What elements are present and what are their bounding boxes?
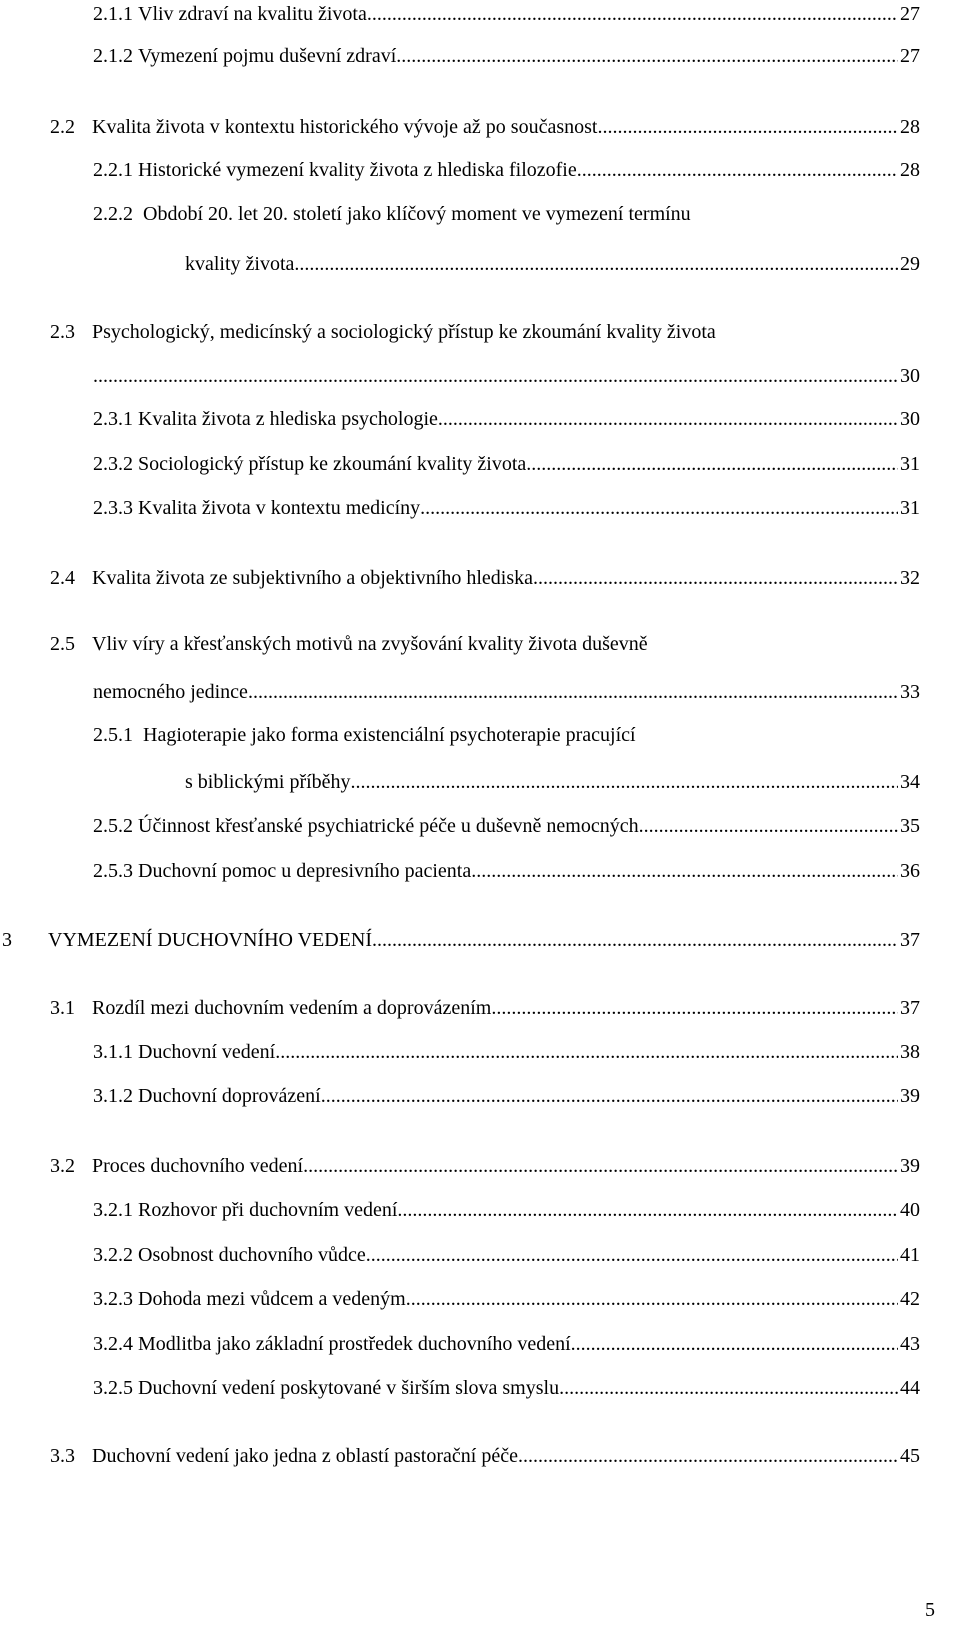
toc-entry-chapter[interactable] — [2, 928, 920, 952]
toc-page-number: 28 — [900, 159, 920, 181]
toc-page-number: 32 — [900, 567, 920, 589]
toc-entry[interactable] — [93, 1040, 920, 1064]
toc-entry[interactable] — [93, 1287, 920, 1311]
toc-page-number: 27 — [900, 3, 920, 25]
toc-page-number: 35 — [900, 815, 920, 837]
toc-title: Proces duchovního vedení — [92, 1155, 304, 1177]
toc-leader-dots — [571, 1332, 898, 1356]
toc-number: 3.3 — [50, 1445, 75, 1467]
toc-title-continuation: nemocného jedince — [93, 681, 248, 703]
toc-entry-first-line[interactable] — [93, 202, 691, 226]
toc-number: 3.1.1 — [93, 1041, 133, 1063]
toc-title: VYMEZENÍ DUCHOVNÍHO VEDENÍ — [48, 929, 373, 951]
toc-entry[interactable] — [93, 859, 920, 883]
toc-number: 2.3.2 — [93, 453, 133, 475]
toc-entry[interactable] — [185, 252, 920, 276]
toc-page-number: 40 — [900, 1199, 920, 1221]
toc-number: 3.2 — [50, 1155, 75, 1177]
toc-number: 3 — [2, 929, 12, 951]
toc-title: Účinnost křesťanské psychiatrické péče u duševně nemocných — [138, 815, 639, 837]
toc-title: Historické vymezení kvality života z hlediska filozofie — [138, 159, 577, 181]
toc-entry[interactable] — [93, 814, 920, 838]
toc-page-number: 45 — [900, 1445, 920, 1467]
toc-entry[interactable] — [93, 44, 920, 68]
toc-title: Rozhovor při duchovním vedení — [138, 1199, 398, 1221]
toc-title: Psychologický, medicínský a sociologický přístup ke zkoumání kvality života — [92, 321, 716, 343]
toc-title: Kvalita života z hlediska psychologie — [138, 408, 438, 430]
toc-page-number: 39 — [900, 1085, 920, 1107]
toc-entry-first-line[interactable] — [93, 723, 636, 747]
toc-title: Sociologický přístup ke zkoumání kvality života — [138, 453, 527, 475]
toc-entry[interactable] — [50, 1444, 920, 1468]
toc-title: Vliv víry a křesťanských motivů na zvyšování kvality života duševně — [92, 633, 648, 655]
toc-leader-dots — [420, 496, 898, 520]
toc-entry[interactable] — [93, 407, 920, 431]
toc-page-number: 29 — [900, 253, 920, 275]
toc-number: 3.2.2 — [93, 1244, 133, 1266]
toc-page-number: 31 — [900, 497, 920, 519]
toc-entry[interactable] — [93, 496, 920, 520]
toc-number: 3.2.3 — [93, 1288, 133, 1310]
toc-entry[interactable] — [50, 1154, 920, 1178]
toc-leader-dots — [533, 566, 898, 590]
toc-page-number: 37 — [900, 997, 920, 1019]
toc-entry[interactable] — [93, 680, 920, 704]
toc-page-number: 43 — [900, 1333, 920, 1355]
toc-title: Kvalita života ze subjektivního a objektivního hlediska — [92, 567, 534, 589]
toc-page-number: 30 — [900, 408, 920, 430]
toc-number: 2.3.3 — [93, 497, 133, 519]
toc-number: 2.2.2 — [93, 203, 133, 225]
toc-title: Hagioterapie jako forma existenciální psychoterapie pracující — [143, 724, 636, 746]
toc-leader-dots — [396, 44, 898, 68]
toc-title: Kvalita života v kontextu historického vývoje až po současnost — [92, 116, 598, 138]
toc-page-number: 30 — [900, 365, 920, 387]
toc-page-number: 31 — [900, 453, 920, 475]
toc-entry[interactable] — [93, 1332, 920, 1356]
toc-number: 2.3 — [50, 321, 75, 343]
toc-title: Dohoda mezi vůdcem a vedeným — [138, 1288, 406, 1310]
toc-leader-dots — [577, 158, 898, 182]
toc-title: Modlitba jako základní prostředek duchovního vedení — [138, 1333, 571, 1355]
toc-number: 2.3.1 — [93, 408, 133, 430]
toc-entry[interactable] — [50, 996, 920, 1020]
toc-title: Vliv zdraví na kvalitu života — [138, 3, 367, 25]
toc-leader-dots — [275, 1040, 898, 1064]
toc-entry[interactable] — [93, 1376, 920, 1400]
toc-number: 2.5.3 — [93, 860, 133, 882]
toc-title: Období 20. let 20. století jako klíčový moment ve vymezení termínu — [143, 203, 691, 225]
toc-leader-dots — [93, 364, 898, 388]
toc-number: 3.1.2 — [93, 1085, 133, 1107]
toc-number: 2.2.1 — [93, 159, 133, 181]
toc-number: 2.5 — [50, 633, 75, 655]
toc-number: 3.2.1 — [93, 1199, 133, 1221]
toc-entry[interactable] — [93, 2, 920, 26]
toc-page-number: 33 — [900, 681, 920, 703]
toc-entry[interactable] — [50, 115, 920, 139]
toc-number: 2.1.1 — [93, 3, 133, 25]
toc-title: Osobnost duchovního vůdce — [138, 1244, 366, 1266]
toc-leader-dots — [321, 1084, 898, 1108]
toc-leader-dots — [294, 252, 898, 276]
toc-entry[interactable] — [93, 1084, 920, 1108]
toc-number: 2.4 — [50, 567, 75, 589]
toc-leader-dots — [351, 770, 898, 794]
toc-leader-dots — [559, 1376, 898, 1400]
toc-entry[interactable] — [185, 770, 920, 794]
toc-leader-dots — [491, 996, 898, 1020]
toc-title: Kvalita života v kontextu medicíny — [138, 497, 421, 519]
toc-leader-dots — [366, 1243, 898, 1267]
toc-leader-dots — [597, 115, 898, 139]
toc-leader-dots — [438, 407, 898, 431]
toc-title: Duchovní vedení jako jedna z oblastí pastorační péče — [92, 1445, 518, 1467]
page-number: 5 — [925, 1599, 935, 1621]
toc-number: 2.5.2 — [93, 815, 133, 837]
toc-entry[interactable] — [93, 364, 920, 388]
toc-entry[interactable] — [50, 566, 920, 590]
toc-title: Duchovní doprovázení — [138, 1085, 321, 1107]
toc-leader-dots — [367, 2, 898, 26]
toc-entry[interactable] — [93, 158, 920, 182]
toc-leader-dots — [372, 928, 898, 952]
toc-number: 3.1 — [50, 997, 75, 1019]
toc-title-continuation: kvality života — [185, 253, 295, 275]
toc-leader-dots — [518, 1444, 898, 1468]
toc-leader-dots — [639, 814, 898, 838]
toc-number: 3.2.5 — [93, 1377, 133, 1399]
toc-leader-dots — [397, 1198, 898, 1222]
toc-leader-dots — [471, 859, 898, 883]
toc-page-number: 42 — [900, 1288, 920, 1310]
toc-title: Vymezení pojmu duševní zdraví — [138, 45, 397, 67]
toc-number: 2.5.1 — [93, 724, 133, 746]
toc-leader-dots — [303, 1154, 898, 1178]
toc-page-number: 34 — [900, 771, 920, 793]
toc-page-number: 44 — [900, 1377, 920, 1399]
toc-leader-dots — [526, 452, 898, 476]
toc-page-number: 37 — [900, 929, 920, 951]
toc-leader-dots — [406, 1287, 898, 1311]
toc-page-number: 28 — [900, 116, 920, 138]
toc-entry-first-line[interactable] — [50, 320, 716, 344]
toc-page-number: 41 — [900, 1244, 920, 1266]
toc-leader-dots — [248, 680, 898, 704]
toc-entry-first-line[interactable] — [50, 632, 648, 656]
toc-entry[interactable] — [93, 1243, 920, 1267]
toc-page-number: 36 — [900, 860, 920, 882]
toc-page-number: 38 — [900, 1041, 920, 1063]
toc-title: Duchovní vedení poskytované v širším slova smyslu — [138, 1377, 560, 1399]
toc-page-number: 27 — [900, 45, 920, 67]
toc-number: 2.2 — [50, 116, 75, 138]
toc-entry[interactable] — [93, 452, 920, 476]
toc-number: 3.2.4 — [93, 1333, 133, 1355]
toc-page-number: 39 — [900, 1155, 920, 1177]
toc-title: Rozdíl mezi duchovním vedením a doprovázením — [92, 997, 492, 1019]
toc-entry[interactable] — [93, 1198, 920, 1222]
toc-title: Duchovní vedení — [138, 1041, 276, 1063]
toc-title: Duchovní pomoc u depresivního pacienta — [138, 860, 472, 882]
toc-title-continuation: s biblickými příběhy — [185, 771, 351, 793]
toc-number: 2.1.2 — [93, 45, 133, 67]
